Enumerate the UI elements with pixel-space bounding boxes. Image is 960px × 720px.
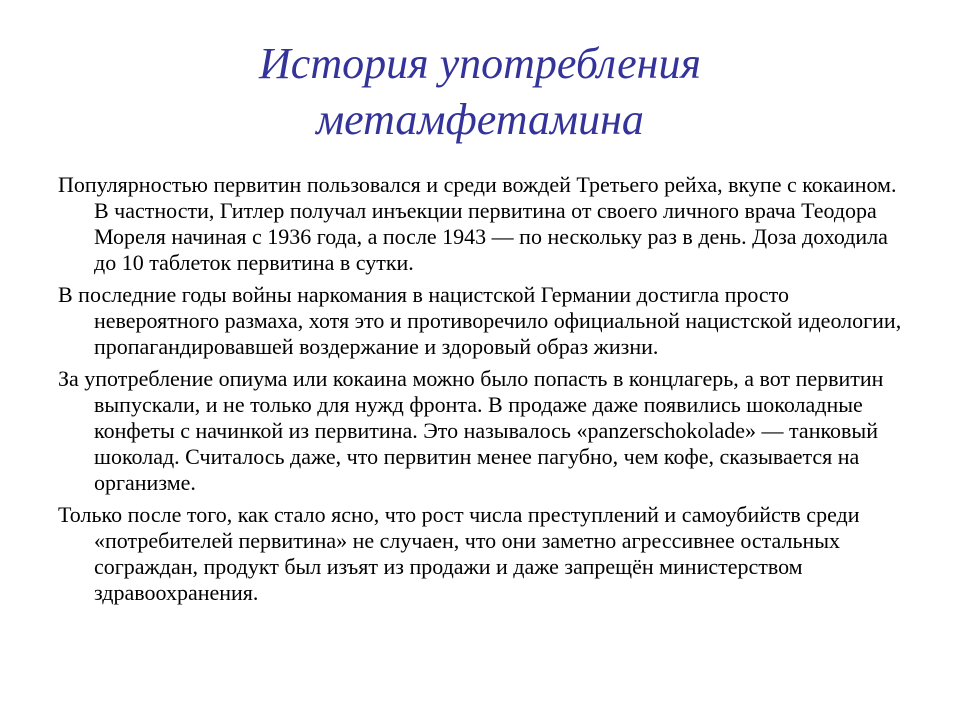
body-paragraph: За употребление опиума или кокаина можно было попасть в концлагерь, а вот первитин выпускали, и не только для нужд фронта. В продаже даже появились шоколадные конфеты с начинкой из первитина. Это называлось «panzerschokolade» — танковый шоколад. Считалось даже, что первитин менее пагубно, чем кофе, сказывается на организме. bbox=[58, 366, 884, 495]
slide-title bbox=[120, 36, 840, 148]
body-paragraph: Популярностью первитин пользовался и среди вождей Третьего рейха, вкупе с кокаином. В частности, Гитлер получал инъекции первитина от своего личного врача Теодора Мореля начиная с 1936 года, а после 1943 — по нескольку раз в день. Доза доходила до 10 таблеток первитина в сутки. bbox=[58, 172, 897, 275]
body-paragraph: Только после того, как стало ясно, что рост числа преступлений и самоубийств среди «потребителей первитина» не случаен, что они заметно агрессивнее остальных сограждан, продукт был изъят из продажи и даже запрещён министерством здравоохранения. bbox=[58, 502, 860, 605]
body-paragraph: В последние годы войны наркомания в нацистской Германии достигла просто невероятного размаха, хотя это и противоречило официальной нацистской идеологии, пропагандировавшей воздержание и здоровый образ жизни. bbox=[58, 282, 902, 359]
slide-title-line-1: История употребления bbox=[259, 39, 701, 88]
slide-body bbox=[58, 172, 904, 612]
slide-title-line-2: метамфетамина bbox=[316, 95, 644, 144]
